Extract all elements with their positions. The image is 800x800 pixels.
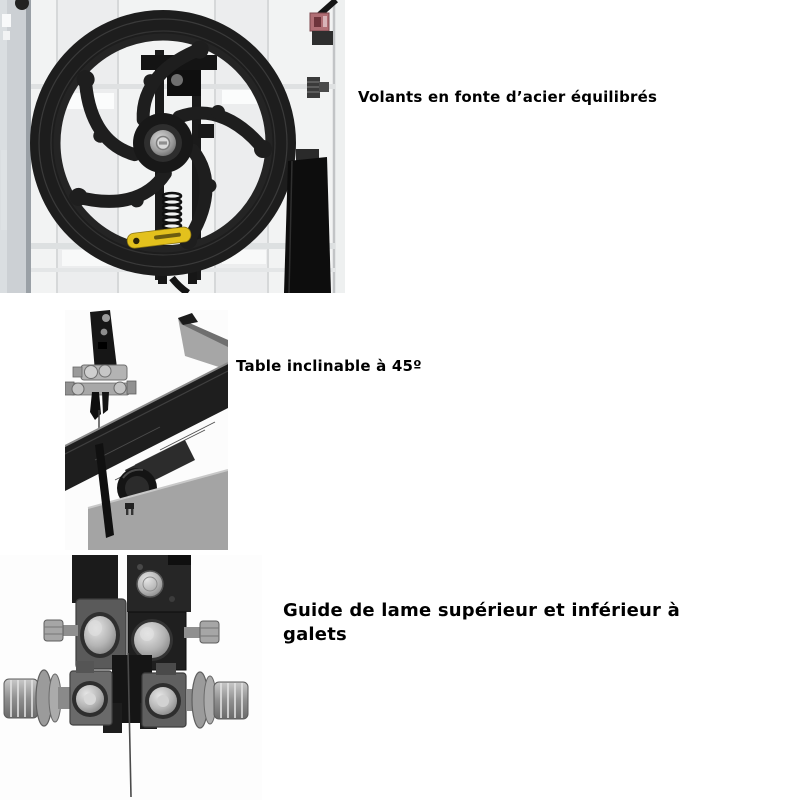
tilting-table-photo (65, 310, 228, 550)
blade-guide-figure (0, 555, 262, 800)
caption-flywheel: Volants en fonte d’acier équilibrés (358, 88, 658, 106)
caption-table: Table inclinable à 45º (236, 357, 422, 375)
door-edge (0, 0, 31, 293)
blade-guide-photo (0, 555, 262, 800)
caption-guide: Guide de lame supérieur et inférieur à galets (283, 600, 680, 645)
wheel-hub (133, 113, 193, 173)
flywheel-photo (0, 0, 345, 293)
bracket-screw (137, 571, 163, 597)
tilting-table-figure (65, 310, 228, 550)
flywheel-figure (0, 0, 345, 293)
blade-guard (284, 149, 331, 293)
